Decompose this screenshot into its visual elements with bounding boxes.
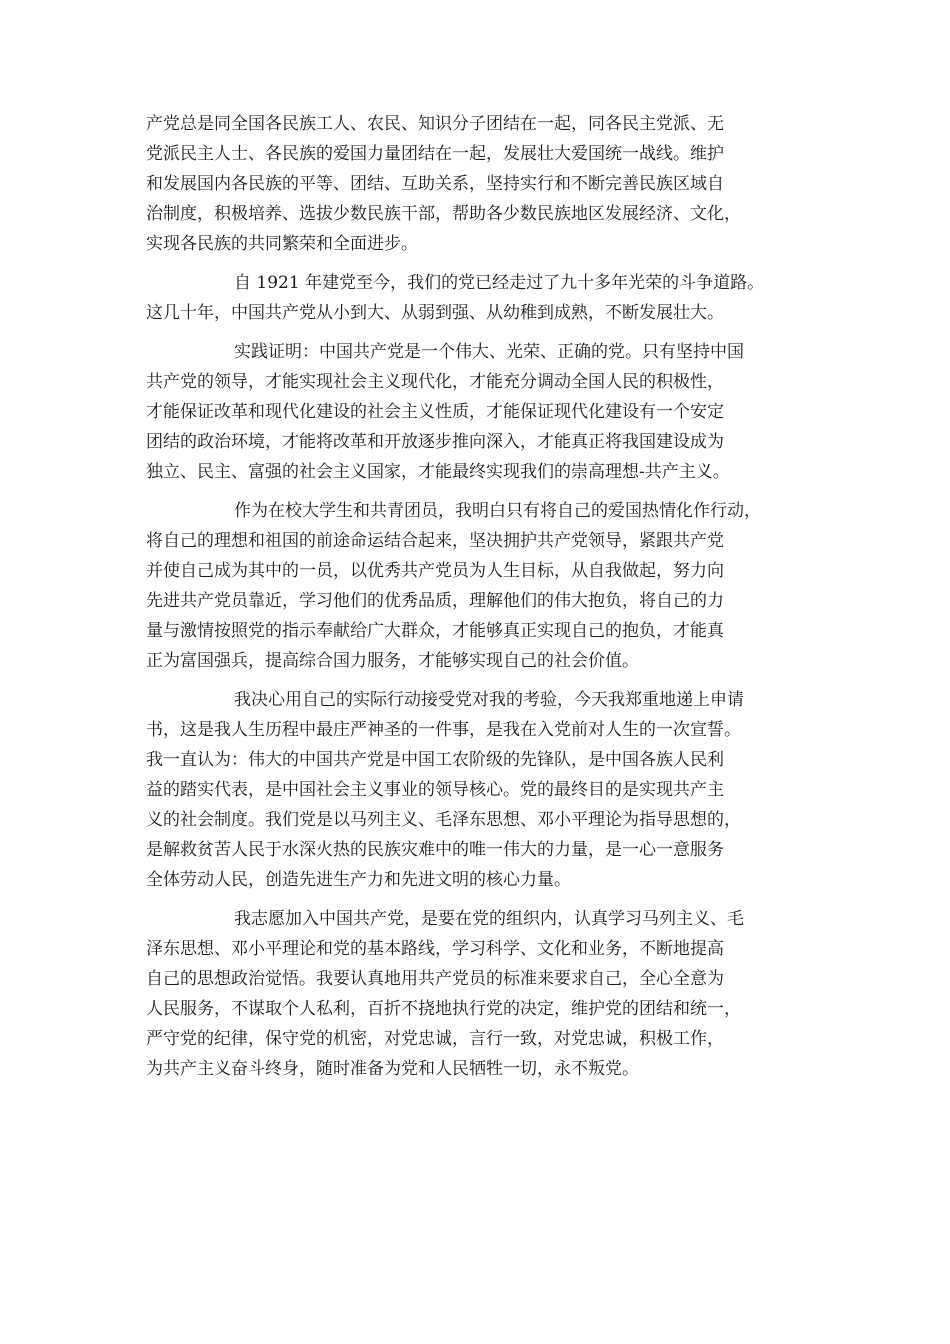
text-line: 产党总是同全国各民族工人、农民、知识分子团结在一起，同各民主党派、无 [146,114,724,134]
text-line: 团结的政治环境，才能将改革和开放逐步推向深入，才能真正将我国建设成为 [146,432,724,452]
text-line: 人民服务，不谋取个人私利，百折不挠地执行党的决定，维护党的团结和统一， [146,999,741,1019]
text-line: 义的社会制度。我们党是以马列主义、毛泽东思想、邓小平理论为指导思想的， [146,810,741,830]
document-body [146,109,818,1084]
text-line: 量与激情按照党的指示奉献给广大群众，才能够真正实现自己的抱负，才能真 [146,621,724,641]
paragraph-2 [146,268,818,328]
text-line: 独立、民主、富强的社会主义国家，才能最终实现我们的崇高理想-共产主义。 [146,462,730,482]
text-line: 严守党的纪律，保守党的机密，对党忠诚，言行一致，对党忠诚，积极工作， [146,1029,724,1049]
text-line: 实践证明：中国共产党是一个伟大、光荣、正确的党。只有坚持中国 [234,342,744,362]
text-line: 全体劳动人民，创造先进生产力和先进文明的核心力量。 [146,870,571,890]
text-line: 和发展国内各民族的平等、团结、互助关系，坚持实行和不断完善民族区域自 [146,174,724,194]
text-line: 自己的思想政治觉悟。我要认真地用共产党员的标准来要求自己，全心全意为 [146,969,724,989]
text-line: 实现各民族的共同繁荣和全面进步。 [146,234,418,254]
text-line: 治制度，积极培养、选拔少数民族干部，帮助各少数民族地区发展经济、文化， [146,204,741,224]
text-line: 先进共产党员靠近，学习他们的优秀品质，理解他们的伟大抱负，将自己的力 [146,591,724,611]
paragraph-6 [146,904,818,1084]
paragraph-1 [146,109,818,259]
text-line: 我决心用自己的实际行动接受党对我的考验，今天我郑重地递上申请 [234,690,744,710]
text-line: 正为富国强兵，提高综合国力服务，才能够实现自己的社会价值。 [146,651,639,671]
paragraph-3 [146,337,818,487]
text-line: 自 1921 年建党至今，我们的党已经走过了九十多年光荣的斗争道路。 [234,273,765,293]
text-line: 并使自己成为其中的一员，以优秀共产党员为人生目标，从自我做起，努力向 [146,561,724,581]
text-line: 这几十年，中国共产党从小到大、从弱到强、从幼稚到成熟，不断发展壮大。 [146,303,724,323]
text-line: 为共产主义奋斗终身，随时准备为党和人民牺牲一切，永不叛党。 [146,1059,639,1079]
text-line: 书，这是我人生历程中最庄严神圣的一件事，是我在入党前对人生的一次宣誓。 [146,720,741,740]
text-line: 党派民主人士、各民族的爱国力量团结在一起，发展壮大爱国统一战线。维护 [146,144,724,164]
text-line: 是解救贫苦人民于水深火热的民族灾难中的唯一伟大的力量，是一心一意服务 [146,840,724,860]
text-line: 共产党的领导，才能实现社会主义现代化，才能充分调动全国人民的积极性， [146,372,724,392]
text-line: 将自己的理想和祖国的前途命运结合起来，坚决拥护共产党领导，紧跟共产党 [146,531,724,551]
paragraph-5 [146,685,818,895]
text-line: 益的踏实代表，是中国社会主义事业的领导核心。党的最终目的是实现共产主 [146,780,724,800]
text-line: 才能保证改革和现代化建设的社会主义性质，才能保证现代化建设有一个安定 [146,402,724,422]
text-line: 作为在校大学生和共青团员，我明白只有将自己的爱国热情化作行动， [234,501,761,521]
paragraph-4 [146,496,818,676]
text-line: 泽东思想、邓小平理论和党的基本路线，学习科学、文化和业务，不断地提高 [146,939,724,959]
text-line: 我志愿加入中国共产党，是要在党的组织内，认真学习马列主义、毛 [234,909,744,929]
text-line: 我一直认为：伟大的中国共产党是中国工农阶级的先锋队，是中国各族人民利 [146,750,724,770]
